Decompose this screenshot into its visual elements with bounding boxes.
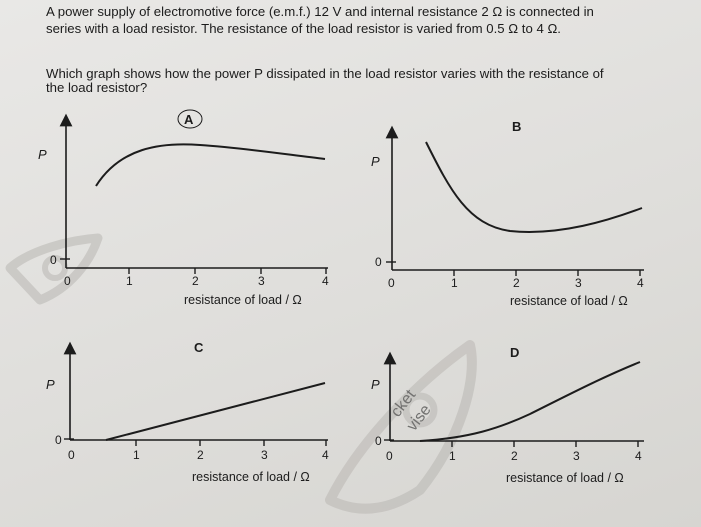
graph-c-line [106, 383, 325, 440]
question-line-4: the load resistor? [46, 80, 148, 95]
graph-c-x-label: resistance of load / Ω [192, 470, 310, 484]
graph-c [46, 340, 329, 484]
graph-a [38, 110, 329, 307]
graph-a-curve [96, 144, 325, 186]
graph-c-tick-label-4: 4 [322, 448, 329, 462]
graph-b-tick-label-1: 1 [451, 276, 458, 290]
question-line-3: Which graph shows how the power P dissipated in the load resistor varies with the resistance of [46, 66, 604, 81]
graph-a-tick-label-3: 3 [258, 274, 265, 288]
graph-b-curve [426, 142, 642, 232]
graph-b-letter: B [512, 119, 522, 134]
graph-b-origin-x: 0 [388, 276, 395, 290]
graph-c-tick-label-2: 2 [197, 448, 204, 462]
graph-b-tick-label-2: 2 [513, 276, 520, 290]
graph-d-tick-label-4: 4 [635, 449, 642, 463]
graph-d-tick-label-2: 2 [511, 449, 518, 463]
question-line-1: A power supply of electromotive force (e.m.f.) 12 V and internal resistance 2 Ω is connected in [46, 4, 594, 19]
graph-a-tick-label-4: 4 [322, 274, 329, 288]
graph-a-y-label: P [38, 147, 47, 162]
graph-d-origin-x: 0 [386, 449, 393, 463]
graph-b-tick-label-4: 4 [637, 276, 644, 290]
watermark-text-2: vise [403, 401, 435, 435]
rocket-watermark-left-icon [10, 238, 98, 300]
graph-b-tick-label-3: 3 [575, 276, 582, 290]
question-line-2: series with a load resistor. The resistance of the load resistor is varied from 0.5 Ω to 4 Ω. [46, 21, 561, 36]
graph-c-letter: C [194, 340, 204, 355]
graph-c-tick-label-1: 1 [133, 448, 140, 462]
graph-a-tick-label-2: 2 [192, 274, 199, 288]
graph-d-x-label: resistance of load / Ω [506, 471, 624, 485]
graph-d-tick-label-1: 1 [449, 449, 456, 463]
graph-b [371, 119, 644, 308]
graph-d-tick-label-3: 3 [573, 449, 580, 463]
graph-d-origin-y: 0 [375, 434, 382, 448]
graph-c-origin-x: 0 [68, 448, 75, 462]
graph-b-origin-y: 0 [375, 255, 382, 269]
watermark-text-1: cket [387, 386, 420, 421]
graph-d-letter: D [510, 345, 520, 360]
graph-d-y-label: P [371, 377, 380, 392]
graph-a-origin-y: 0 [50, 253, 57, 267]
graph-c-y-label: P [46, 377, 55, 392]
rocket-watermark-center-icon [330, 345, 472, 509]
graph-b-x-label: resistance of load / Ω [510, 294, 628, 308]
graph-b-y-label: P [371, 154, 380, 169]
graph-a-x-label: resistance of load / Ω [184, 293, 302, 307]
graph-a-tick-label-1: 1 [126, 274, 133, 288]
graph-a-origin-x: 0 [64, 274, 71, 288]
graph-a-letter: A [184, 112, 194, 127]
graph-c-tick-label-3: 3 [261, 448, 268, 462]
graph-c-origin-y: 0 [55, 433, 62, 447]
